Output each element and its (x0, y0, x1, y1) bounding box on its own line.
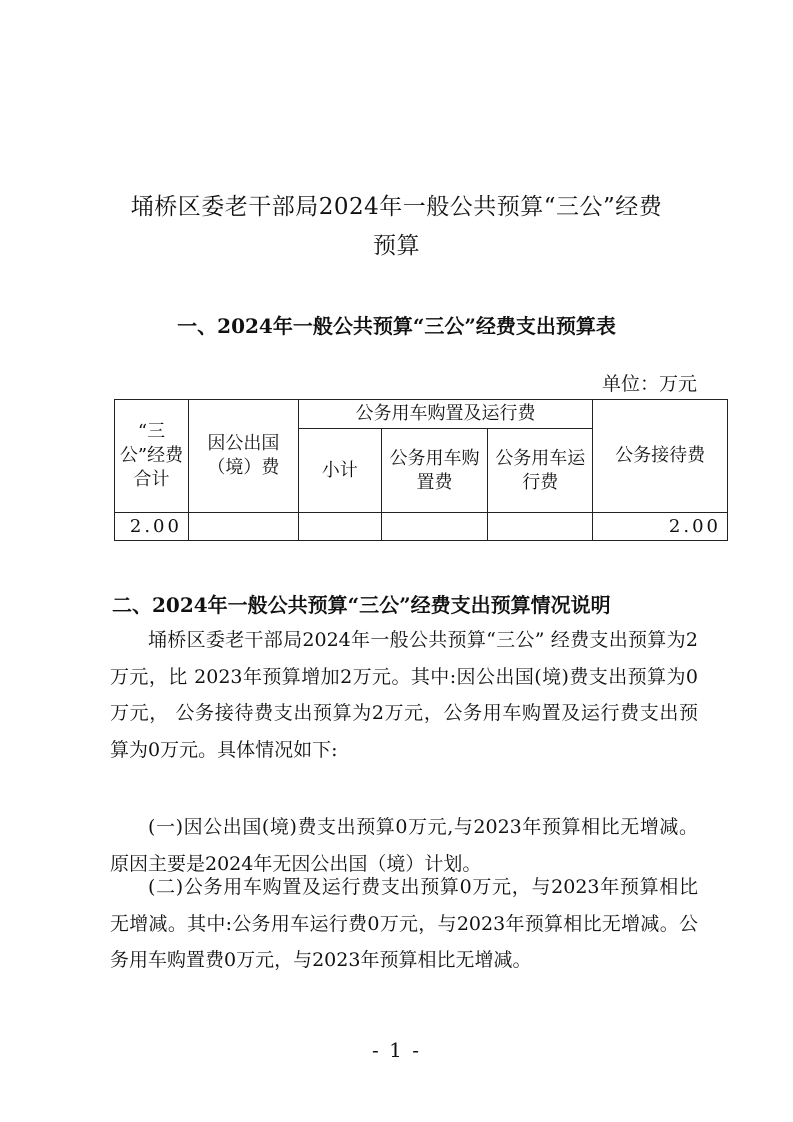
cell-subtotal (298, 513, 381, 541)
paragraph-summary: 埇桥区委老干部局2024年一般公共预算“三公” 经费支出预算为2万元，比 2023年预算增加2万元。其中:因公出国(境)费支出预算为0万元， 公务接待费支出预算为2万元，公务用车购置及运行费支出预算为0万元。具体情况如下: (110, 629, 698, 761)
header-vehicle-purchase: 公务用车购置费 (381, 429, 488, 513)
paragraph-vehicle: (二)公务用车购置及运行费支出预算0万元，与2023年预算相比无增减。其中:公务用车运行费0万元，与2023年预算相比无增减。公务用车购置费0万元，与2023年预算相比无增减。 (110, 876, 698, 971)
table-row (115, 513, 728, 541)
section-1-heading: 一、2024年一般公共预算“三公”经费支出预算表 (177, 314, 616, 338)
section-2-heading: 二、2024年一般公共预算“三公”经费支出预算情况说明 (112, 593, 611, 617)
title-line-2: 预算 (373, 233, 420, 259)
page-number: - 1 - (372, 1038, 421, 1062)
header-subtotal: 小计 (298, 429, 381, 513)
header-vehicle-operation: 公务用车运行费 (488, 429, 593, 513)
header-abroad: 因公出国（境）费 (188, 400, 298, 513)
cell-reception: 2.00 (593, 513, 728, 541)
cell-vehicle-purchase (381, 513, 488, 541)
cell-abroad (188, 513, 298, 541)
paragraph-abroad: (一)因公出国(境)费支出预算0万元,与2023年预算相比无增减。原因主要是2024年无因公出国（境）计划。 (110, 816, 698, 875)
table-header-row-1 (115, 400, 728, 429)
cell-vehicle-operation (488, 513, 593, 541)
cell-total: 2.00 (115, 513, 189, 541)
header-total: “三公”经费合计 (115, 400, 189, 513)
budget-table (114, 399, 728, 541)
unit-label: 单位：万元 (601, 373, 697, 395)
header-reception: 公务接待费 (593, 400, 728, 513)
title-line-1: 埇桥区委老干部局2024年一般公共预算“三公”经费 (130, 194, 663, 220)
header-vehicle-group: 公务用车购置及运行费 (298, 400, 592, 429)
